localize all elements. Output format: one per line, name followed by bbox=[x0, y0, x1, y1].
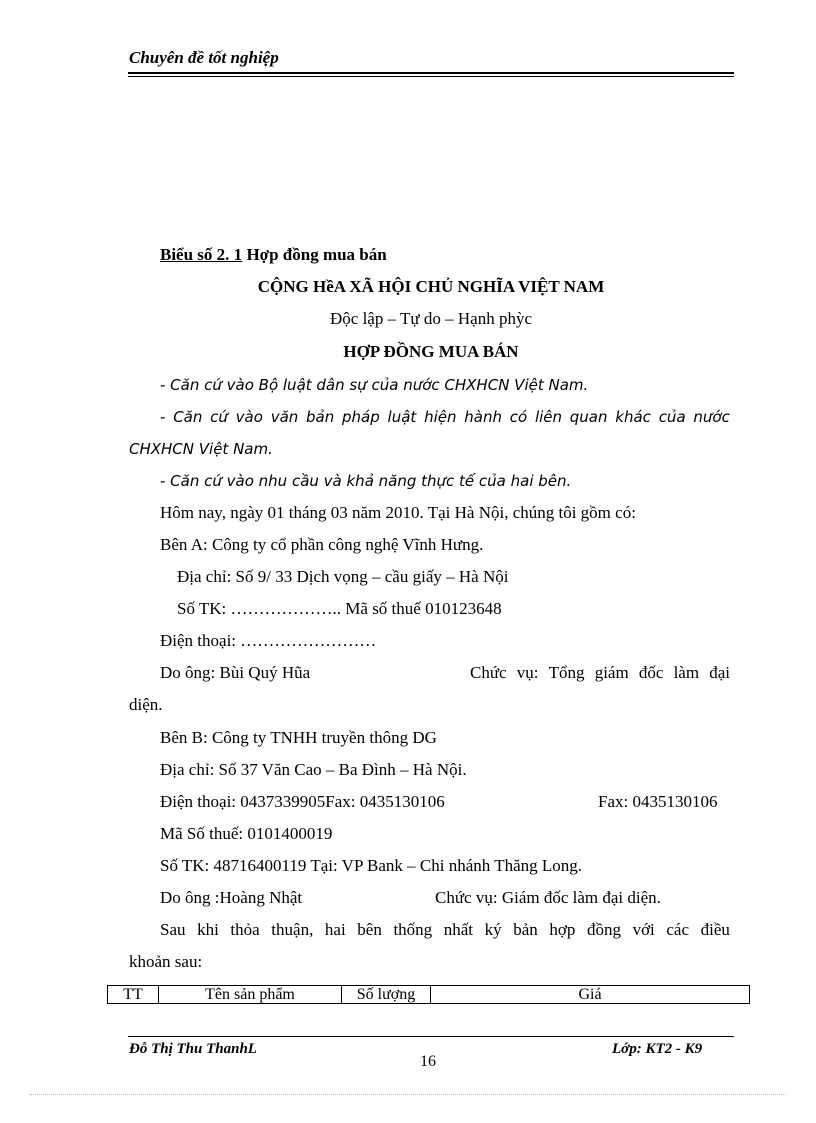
party-a-rep-title: Chức vụ: Tổng giám đốc làm đại bbox=[470, 663, 730, 682]
header-title: Chuyên đề tốt nghiệp bbox=[129, 48, 279, 67]
col-tt: TT bbox=[108, 986, 159, 1004]
header-rule-thin bbox=[128, 76, 734, 77]
party-b-tax: Mã Số thuế: 0101400019 bbox=[160, 824, 333, 843]
col-product-name: Tên sản phẩm bbox=[159, 986, 342, 1004]
party-a-phone: Điện thoại: …………………… bbox=[160, 631, 377, 650]
page-bottom-divider bbox=[30, 1094, 786, 1095]
party-b-rep-name: Do ông :Hoàng Nhật bbox=[160, 888, 303, 907]
form-label: Biểu số 2. 1 bbox=[160, 245, 243, 264]
party-a-rep-name: Do ông: Bùi Quý Hũa bbox=[160, 663, 311, 682]
basis-3: - Căn cứ vào nhu cầu và khả năng thực tế của hai bên. bbox=[160, 472, 572, 490]
today-line: Hôm nay, ngày 01 tháng 03 năm 2010. Tại Hà Nội, chúng tôi gồm có: bbox=[160, 503, 636, 522]
basis-2-end: CHXHCN Việt Nam. bbox=[129, 440, 273, 458]
party-b-rep-title: Chức vụ: Giám đốc làm đại diện. bbox=[435, 888, 661, 907]
products-table bbox=[107, 985, 750, 1004]
party-a-rep-cont: diện. bbox=[129, 695, 163, 714]
header-rule-thick bbox=[128, 72, 734, 74]
party-a: Bên A: Công ty cổ phần công nghệ Vĩnh Hưng. bbox=[160, 535, 484, 554]
footer-rule bbox=[128, 1036, 734, 1037]
agreement-line-end: khoản sau: bbox=[129, 952, 203, 971]
party-b-account: Số TK: 48716400119 Tại: VP Bank – Chi nhánh Thăng Long. bbox=[160, 856, 583, 875]
party-b: Bên B: Công ty TNHH truyền thông DG bbox=[160, 728, 437, 747]
form-title: Hợp đồng mua bán bbox=[242, 245, 387, 264]
form-heading bbox=[160, 245, 387, 265]
party-b-fax: Fax: 0435130106 bbox=[598, 792, 718, 811]
contract-title: HỢP ĐỒNG MUA BÁN bbox=[343, 342, 519, 361]
party-b-phone: Điện thoại: 0437339905Fax: 0435130106 bbox=[160, 792, 445, 811]
page-number: 16 bbox=[420, 1053, 436, 1070]
nation-heading: CỘNG HềA XÃ HỘI CHỦ NGHĨA VIỆT NAM bbox=[257, 277, 605, 296]
table-header-row bbox=[108, 986, 750, 1004]
party-a-account: Số TK: ……………….. Mã số thuế 010123648 bbox=[177, 599, 502, 618]
motto: Độc lập – Tự do – Hạnh phỳc bbox=[330, 309, 532, 328]
basis-2: - Căn cứ vào văn bản pháp luật hiện hành có liên quan khác của nước bbox=[160, 408, 730, 426]
footer-class: Lớp: KT2 - K9 bbox=[612, 1041, 703, 1057]
col-price: Giá bbox=[431, 986, 750, 1004]
footer-author: Đỗ Thị Thu ThanhL bbox=[129, 1041, 257, 1057]
basis-1: - Căn cứ vào Bộ luật dân sự của nước CHXHCN Việt Nam. bbox=[160, 376, 589, 394]
col-quantity: Số lượng bbox=[342, 986, 431, 1004]
party-a-address: Địa chỉ: Số 9/ 33 Dịch vọng – cầu giấy – Hà Nội bbox=[177, 567, 509, 586]
agreement-line: Sau khi thỏa thuận, hai bên thống nhất ký bản hợp đồng với các điều bbox=[160, 920, 730, 939]
party-b-address: Địa chỉ: Số 37 Văn Cao – Ba Đình – Hà Nội. bbox=[160, 760, 467, 779]
